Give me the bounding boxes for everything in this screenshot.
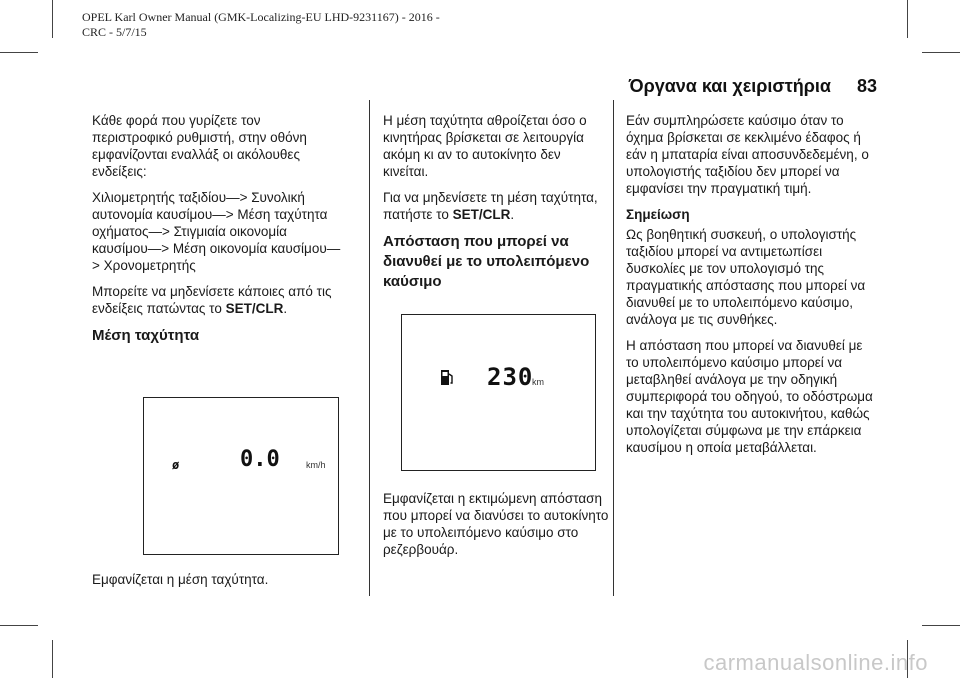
watermark: carmanualsonline.info — [703, 650, 928, 675]
average-speed-display — [143, 397, 339, 555]
crop-mark — [52, 0, 53, 38]
document-meta — [82, 10, 440, 40]
crop-mark — [922, 52, 960, 53]
note-heading: Σημείωση — [626, 207, 690, 222]
column-2-caption — [383, 490, 609, 567]
set-clr-label: SET/CLR — [225, 301, 284, 316]
crop-mark — [922, 625, 960, 626]
section-heading: Απόσταση που μπορεί να διανυθεί με το υπολειπόμενο καύσιμο — [383, 233, 590, 290]
fuel-pump-icon — [440, 369, 453, 386]
paragraph: Χιλιομετρητής ταξιδίου—> Συνολική αυτονομία καυσίμου—> Μέση ταχύτητα οχήματος—> Στιγμιαία οικονομία καυσίμου—> Μέση οικονομία καυσίμου—> Χρονομετρητής — [92, 190, 341, 273]
column-3 — [626, 112, 878, 465]
paragraph: Η μέση ταχύτητα αθροίζεται όσο ο κινητήρας βρίσκεται σε λειτουργία ακόμη κι αν το αυτοκίνητο δεν κινείται. — [383, 113, 587, 179]
column-divider — [369, 100, 370, 596]
crop-mark — [0, 625, 38, 626]
meta-line-1: OPEL Karl Owner Manual (GMK-Localizing-EU LHD-9231167) - 2016 - — [82, 10, 440, 24]
speed-unit: km/h — [306, 460, 326, 470]
column-1 — [92, 112, 344, 354]
paragraph: Μπορείτε να μηδενίσετε κάποιες από τις ενδείξεις πατώντας το SET/CLR. — [92, 284, 332, 316]
set-clr-label: SET/CLR — [452, 207, 511, 222]
crop-mark — [52, 640, 53, 678]
paragraph: Η απόσταση που μπορεί να διανυθεί με το υπολειπόμενο καύσιμο μπορεί να μεταβληθεί ανάλογα με την οδηγική συμπεριφορά του οδηγού, το οδόστρωμα και την ταχύτητα του αυτοκινήτου, καθώς υπολογίζεται σύμφωνα με την επάρκεια καυσίμου η οποία μεταβάλλεται. — [626, 338, 873, 455]
range-unit: km — [532, 377, 544, 387]
figure-caption: Εμφανίζεται η εκτιμώμενη απόσταση που μπορεί να διανύσει το αυτοκίνητο με το υπολειπόμενο καύσιμο στο ρεζερβουάρ. — [383, 491, 609, 557]
column-1-caption — [92, 571, 344, 597]
average-speed-value: 0.0 — [240, 447, 280, 472]
crop-mark — [0, 52, 38, 53]
section-title: Όργανα και χειριστήρια — [628, 76, 831, 96]
range-display — [401, 314, 596, 471]
meta-line-2: CRC - 5/7/15 — [82, 25, 147, 39]
average-symbol: ø — [172, 458, 180, 472]
paragraph: Για να μηδενίσετε τη μέση ταχύτητα, πατήστε το SET/CLR. — [383, 190, 598, 222]
note-text: Ως βοηθητική συσκευή, ο υπολογιστής ταξιδίου μπορεί να αντιμετωπίσει δυσκολίες με τον υπολογισμό της πραγματικής απόστασης που μπορεί να διανυθεί με το υπολειπόμενο καύσιμο, ανάλογα με τις συνθήκες. — [626, 227, 866, 327]
column-divider — [613, 100, 614, 596]
column-2 — [383, 112, 609, 300]
page-number: 83 — [856, 76, 877, 96]
section-heading: Μέση ταχύτητα — [92, 327, 200, 344]
page-header — [629, 76, 877, 97]
figure-caption: Εμφανίζεται η μέση ταχύτητα. — [92, 572, 269, 587]
crop-mark — [907, 0, 908, 38]
paragraph: Κάθε φορά που γυρίζετε τον περιστροφικό ρυθμιστή, στην οθόνη εμφανίζονται εναλλάξ οι ακόλουθες ενδείξεις: — [92, 113, 307, 179]
paragraph: Εάν συμπληρώσετε καύσιμο όταν το όχημα βρίσκεται σε κεκλιμένο έδαφος ή εάν η μπαταρία είναι αποσυνδεδεμένη, ο υπολογιστής ταξιδίου δεν μπορεί να εμφανίσει την πραγματική τιμή. — [626, 113, 869, 196]
range-value: 230 — [487, 363, 534, 391]
